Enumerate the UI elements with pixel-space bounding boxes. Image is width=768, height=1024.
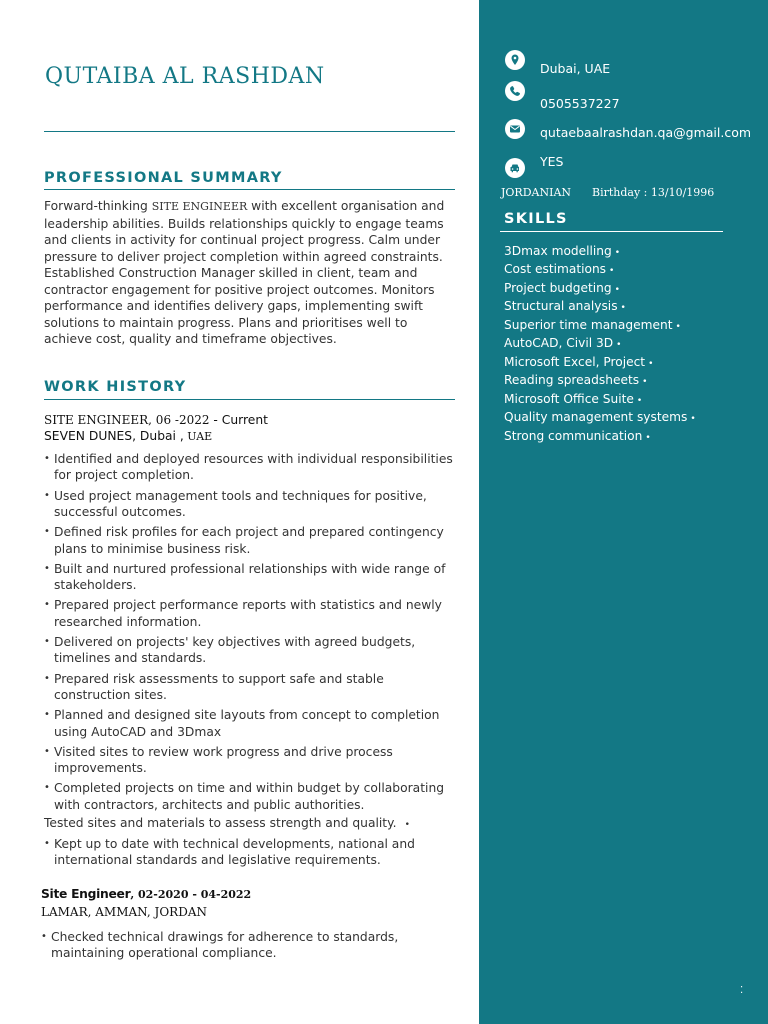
bullet-dot: • — [636, 395, 643, 406]
skill-label: 3Dmax modelling — [504, 244, 612, 258]
summary-role: SITE ENGINEER — [151, 200, 248, 213]
skill-label: Structural analysis — [504, 299, 618, 314]
job1-role: SITE ENGINEER, 06 -2022 — [44, 413, 210, 427]
job1-company: SEVEN DUNES — [44, 429, 133, 443]
standalone-text: Tested sites and materials to assess strength and quality. — [44, 816, 397, 830]
list-item: • Checked technical drawings for adherence to standards, maintaining operational compliance. — [41, 929, 459, 962]
bullet-dot: • — [690, 414, 696, 425]
work-history-divider — [44, 399, 455, 400]
skill-label: Cost estimations — [504, 262, 607, 277]
phone-icon — [505, 81, 525, 101]
header-divider — [44, 131, 455, 132]
bullet-dot: • — [648, 358, 654, 369]
skills-list — [504, 243, 696, 446]
bullet-dot: • — [614, 248, 621, 258]
skill-item — [504, 354, 696, 372]
job1-current: - Current — [209, 413, 268, 427]
skill-label: Reading spreadsheets — [504, 373, 640, 388]
summary-paragraph — [44, 198, 459, 348]
car-icon — [505, 158, 525, 178]
skill-label: Project budgeting — [504, 280, 612, 295]
skill-item — [504, 298, 696, 316]
list-item: • Identified and deployed resources with individual responsibilities for project completion. — [44, 451, 459, 484]
page-corner-mark: ⁚ — [740, 985, 744, 996]
list-item: • Delivered on projects' key objectives with agreed budgets, timelines and standards. — [44, 634, 459, 667]
skills-divider — [500, 231, 723, 232]
contact-email: qutaebaalrashdan.qa@gmail.com — [540, 125, 752, 140]
job1-bullets-extra — [44, 836, 459, 873]
skill-item — [504, 391, 696, 409]
skill-item — [504, 317, 696, 335]
summary-divider — [44, 189, 455, 190]
summary-heading: PROFESSIONAL SUMMARY — [44, 170, 283, 186]
skill-label: Microsoft Excel, Project — [504, 354, 646, 369]
contact-phone: 0505537227 — [540, 96, 620, 111]
list-item: • Planned and designed site layouts from concept to completion using AutoCAD and 3Dmax — [44, 707, 459, 740]
list-item: • Built and nurtured professional relationships with wide range of stakeholders. — [44, 561, 459, 594]
job1-company-line — [44, 429, 212, 443]
bullet-dot: • — [642, 377, 648, 388]
job1-bullets — [44, 451, 459, 817]
skill-label: AutoCAD, Civil 3D — [504, 336, 614, 351]
bullet-dot: • — [645, 432, 651, 443]
list-item: • Visited sites to review work progress and drive process improvements. — [44, 744, 459, 777]
skill-label: Quality management systems — [504, 410, 688, 425]
contact-driving: YES — [540, 154, 564, 169]
summary-text: with excellent organisation and leadership abilities. Builds relationships quickly to engage teams and clients in activity for continual project progress. Calm under pressure to deliver project completion within agreed constraints. Established Construction Manager skilled in client, team and contractor engagement for positive project outcomes. Monitors performance and identifies delivery gaps, implementing swift solutions to maintain progress. Plans and prioritises well to achieve cost, quality and timeframe objectives. — [44, 199, 445, 346]
list-item: • Kept up to date with technical developments, national and international standards and legislative requirements. — [44, 836, 459, 869]
job2-company: LAMAR, AMMAN, JORDAN — [41, 905, 207, 919]
skill-item — [504, 428, 696, 446]
contact-birthday: Birthday : 13/10/1996 — [592, 186, 715, 199]
job2-dates: , 02-2020 - 04-2022 — [130, 888, 252, 901]
job2-bullets — [41, 929, 459, 966]
bullet-dot: • — [609, 266, 615, 277]
contact-location: Dubai, UAE — [540, 61, 611, 76]
skill-item — [504, 243, 696, 261]
list-item: • Defined risk profiles for each project and prepared contingency plans to minimise business risk. — [44, 524, 459, 557]
job2-title — [41, 887, 251, 901]
skill-label: Microsoft Office Suite — [504, 391, 634, 406]
bullet-dot: • — [404, 820, 410, 830]
skill-item — [504, 261, 696, 279]
list-item: • Completed projects on time and within budget by collaborating with contractors, architects and public authorities. — [44, 780, 459, 813]
candidate-name: QUTAIBA AL RASHDAN — [45, 64, 325, 89]
bullet-dot: • — [614, 284, 620, 295]
work-history-heading: WORK HISTORY — [44, 379, 187, 395]
skill-label: Superior time management — [504, 317, 673, 332]
skill-item — [504, 335, 696, 353]
bullet-dot: • — [620, 303, 626, 314]
job1-title — [44, 413, 268, 427]
list-item: • Used project management tools and techniques for positive, successful outcomes. — [44, 488, 459, 521]
skill-item — [504, 280, 696, 298]
job2-role: Site Engineer — [41, 887, 131, 901]
skills-heading: SKILLS — [504, 211, 568, 227]
bullet-dot: • — [616, 340, 622, 351]
bullet-dot: • — [675, 321, 681, 332]
sidebar-panel — [479, 0, 768, 1024]
skill-item — [504, 409, 696, 427]
job1-location-b: UAE — [183, 430, 213, 443]
job1-location-a: , Dubai , — [132, 429, 184, 443]
job1-standalone-item — [44, 816, 410, 830]
list-item: • Prepared risk assessments to support safe and stable construction sites. — [44, 671, 459, 704]
contact-nationality: JORDANIAN — [501, 186, 572, 199]
skill-label: Strong communication — [504, 428, 643, 443]
skill-item — [504, 372, 696, 390]
email-icon — [505, 119, 525, 139]
location-pin-icon — [505, 50, 525, 70]
summary-intro: Forward-thinking — [44, 199, 152, 213]
list-item: • Prepared project performance reports with statistics and newly researched information. — [44, 597, 459, 630]
